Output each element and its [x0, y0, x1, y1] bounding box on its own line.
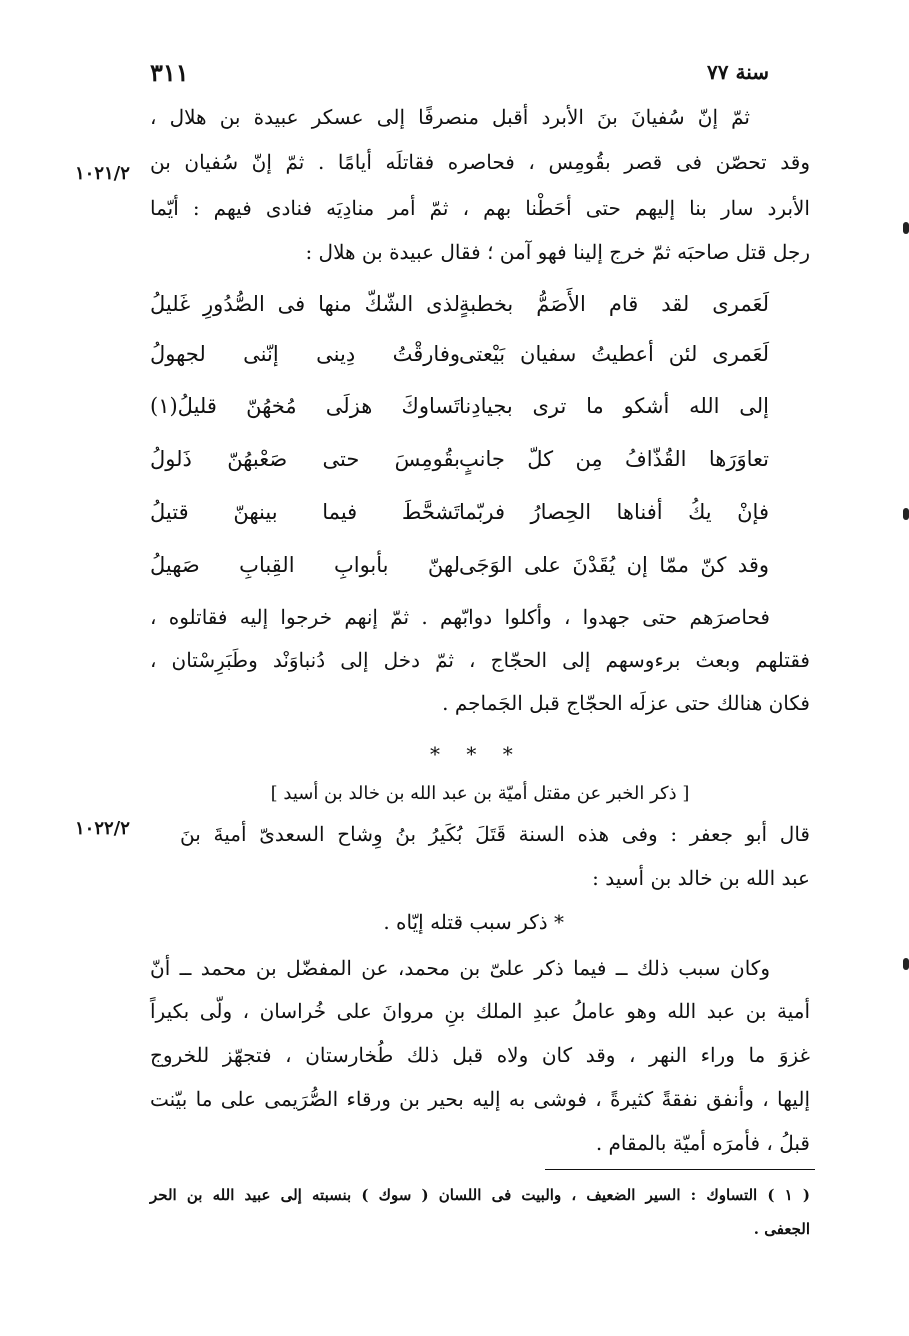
- verse-first-hemistich: لَعَمرى لئن أعطيتُ سفيان بَيْعتى: [459, 342, 769, 366]
- year-heading: سنة ٧٧: [707, 60, 769, 84]
- verse-first-hemistich: تعاوَرَها القُذّافُ مِن كلّ جانبٍ: [459, 447, 769, 471]
- footnote-line: الجعفى .: [753, 1220, 810, 1238]
- para4-line: غزوَ ما وراء النهر ، وقد كان ولاه قبل ذلك طُخارستان ، فتجهّز للخروج: [150, 1043, 810, 1067]
- para2-line: فكان هنالك حتى عزلَه الحجّاج قبل الجَماجم .: [442, 691, 810, 715]
- verse-first-hemistich: إلى الله أشكو ما ترى بجيادِنا: [459, 394, 769, 418]
- verse-second-hemistich: تَشحَّطَ فيما بينهنّ قتيلُ: [150, 500, 460, 524]
- para2-line: فقتلهم وبعث برءوسهم إلى الحجّاج ، ثمّ دخل إلى دُنباوَنْد وطَبَرِسْتان ،: [150, 648, 810, 672]
- para3-line: عبد الله بن خالد بن أسيد :: [592, 866, 810, 890]
- sub-heading: * ذكر سبب قتله إيّاه .: [383, 910, 564, 934]
- footnote-rule: [545, 1169, 815, 1170]
- margin-reference-1: ١٠٢١/٢: [75, 163, 130, 184]
- para2-line: فحاصرَهم حتى جهدوا ، وأكلوا دوابّهم . ثمّ إنهم خرجوا إليه فقاتلوه ،: [150, 605, 770, 629]
- scan-mark: [903, 222, 909, 234]
- section-title: [ ذكر الخبر عن مقتل أميّة بن عبد الله بن خالد بن أسيد ]: [270, 783, 690, 804]
- para4-line: وكان سبب ذلك ــ فيما ذكر علىّ بن محمد، عن المفضّل بن محمد ــ أنّ: [150, 956, 770, 980]
- verse-first-hemistich: لَعَمرى لقد قام الأَصَمُّ بخطبةٍ: [459, 292, 769, 316]
- para3-line: قال أبو جعفر : وفى هذه السنة قَتَلَ بُكَيرُ بنُ وِشاح السعدىّ أميةَ بنَ: [180, 822, 810, 846]
- page-number: ٣١١: [150, 58, 189, 87]
- para1-line: ثمّ إنّ سُفيانَ بنَ الأبرد أقبل منصرفًا إلى عسكر عبيدة بن هلال ،: [150, 105, 750, 129]
- margin-reference-2: ١٠٢٢/٢: [75, 818, 130, 839]
- verse-second-hemistich: لهنّ بأبوابِ القِبابِ صَهيلُ: [150, 553, 460, 577]
- scan-mark: [903, 958, 909, 970]
- para4-line: أمية بن عبد الله وهو عاملُ عبدِ الملك بنِ مروانَ على خُراسان ، ولّى بكيراً: [150, 999, 810, 1023]
- para1-line: وقد تحصّن فى قصر بقُومِس ، فحاصره فقاتلَه أيامًا . ثمّ إنّ سُفيان بن: [150, 150, 810, 174]
- para1-line: رجل قتل صاحبَه ثمّ خرج إلينا فهو آمن ؛ فقال عبيدة بن هلال :: [305, 240, 810, 264]
- para4-line: إليها ، وأنفق نفقةً كثيرةً ، فوشى به إليه بحير بن ورقاء الصُّرَيمى على ما بيّنت: [150, 1087, 810, 1111]
- para4-line: قبلُ ، فأمرَه أميّة بالمقام .: [595, 1131, 810, 1155]
- verse-second-hemistich: بقُومِسَ حتى صَعْبهُنّ ذَلولُ: [150, 447, 460, 471]
- section-separator: * * *: [430, 742, 523, 766]
- verse-first-hemistich: فإنْ يكُ أفناها الحِصارُ فربّما: [459, 500, 769, 524]
- para1-line: الأبرد سار بنا إليهم حتى أحَطْنا بهم ، ثمّ أمر منادِيَه فنادى فيهم : أيّما: [150, 196, 810, 220]
- verse-second-hemistich: تَساوكَ هزلَى مُخهُنّ قليلُ(١): [150, 394, 460, 418]
- verse-second-hemistich: وفارقْتُ دِينى إنّنى لجهولُ: [150, 342, 460, 366]
- footnote-line: ( ١ ) التساوك : السير الضعيف ، والبيت فى اللسان ( سوك ) بنسبته إلى عبيد الله بن الحر: [150, 1186, 810, 1204]
- verse-second-hemistich: لذى الشّكّ منها فى الصُّدُورِ غَليلُ: [150, 292, 460, 316]
- scan-mark: [903, 508, 909, 520]
- verse-first-hemistich: وقد كنّ ممّا إن يُقَدْنَ على الوَجَى: [459, 553, 769, 577]
